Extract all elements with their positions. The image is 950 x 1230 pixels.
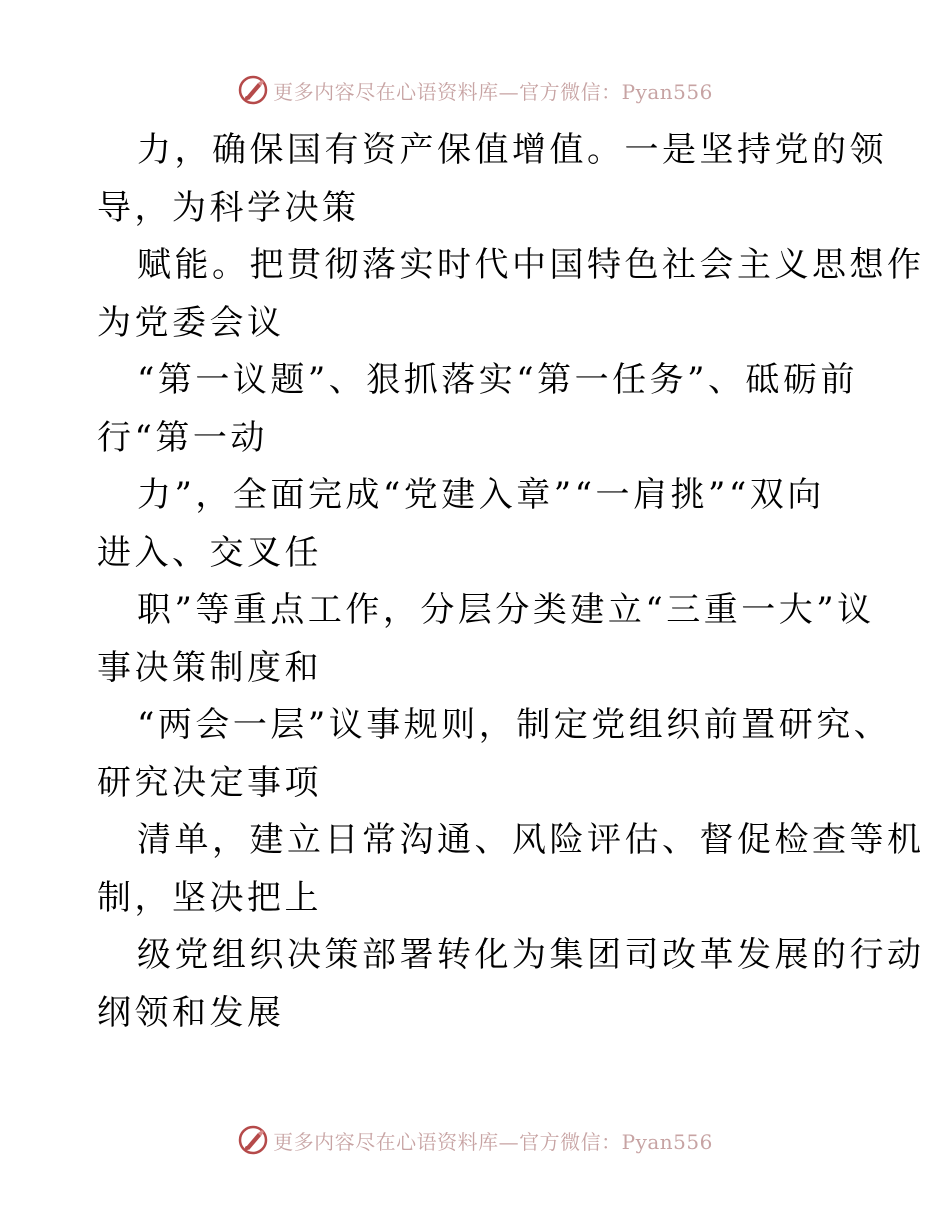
text-line: 级党组织决策部署转化为集团司改革发展的行动 (137, 935, 925, 975)
text-line: 制，坚决把上 (97, 877, 322, 918)
header-banner (0, 70, 950, 110)
text-line: 职”等重点工作，分层分类建立“三重一大”议 (137, 590, 875, 630)
text-line: 清单，建立日常沟通、风险评估、督促检查等机 (137, 820, 925, 860)
text-line: 导，为科学决策 (97, 187, 360, 228)
footer-banner-text: 更多内容尽在心语资料库—官方微信：Pyan556 (273, 1129, 713, 1154)
text-line: “第一议题”、狠抓落实“第一任务”、砥砺前 (137, 360, 859, 400)
text-line: 力”，全面完成“党建入章”“一肩挑”“双向 (137, 475, 825, 515)
text-line: 行“第一动 (97, 417, 268, 458)
text-line: 为党委会议 (97, 302, 285, 343)
text-line: 赋能。把贯彻落实时代中国特色社会主义思想作 (137, 245, 925, 285)
pen-seal-logo-icon (237, 1124, 269, 1156)
text-line: 研究决定事项 (97, 762, 322, 803)
text-line: 纲领和发展 (97, 992, 285, 1033)
pen-seal-logo-icon (237, 74, 269, 106)
header-banner-text: 更多内容尽在心语资料库—官方微信：Pyan556 (273, 79, 713, 104)
text-line: 力，确保国有资产保值增值。一是坚持党的领 (137, 130, 887, 170)
footer-banner (0, 1120, 950, 1160)
text-line: “两会一层”议事规则，制定党组织前置研究、 (137, 705, 892, 745)
text-line: 事决策制度和 (97, 647, 322, 688)
document-body (97, 122, 925, 1042)
text-line: 进入、交叉任 (97, 532, 322, 573)
